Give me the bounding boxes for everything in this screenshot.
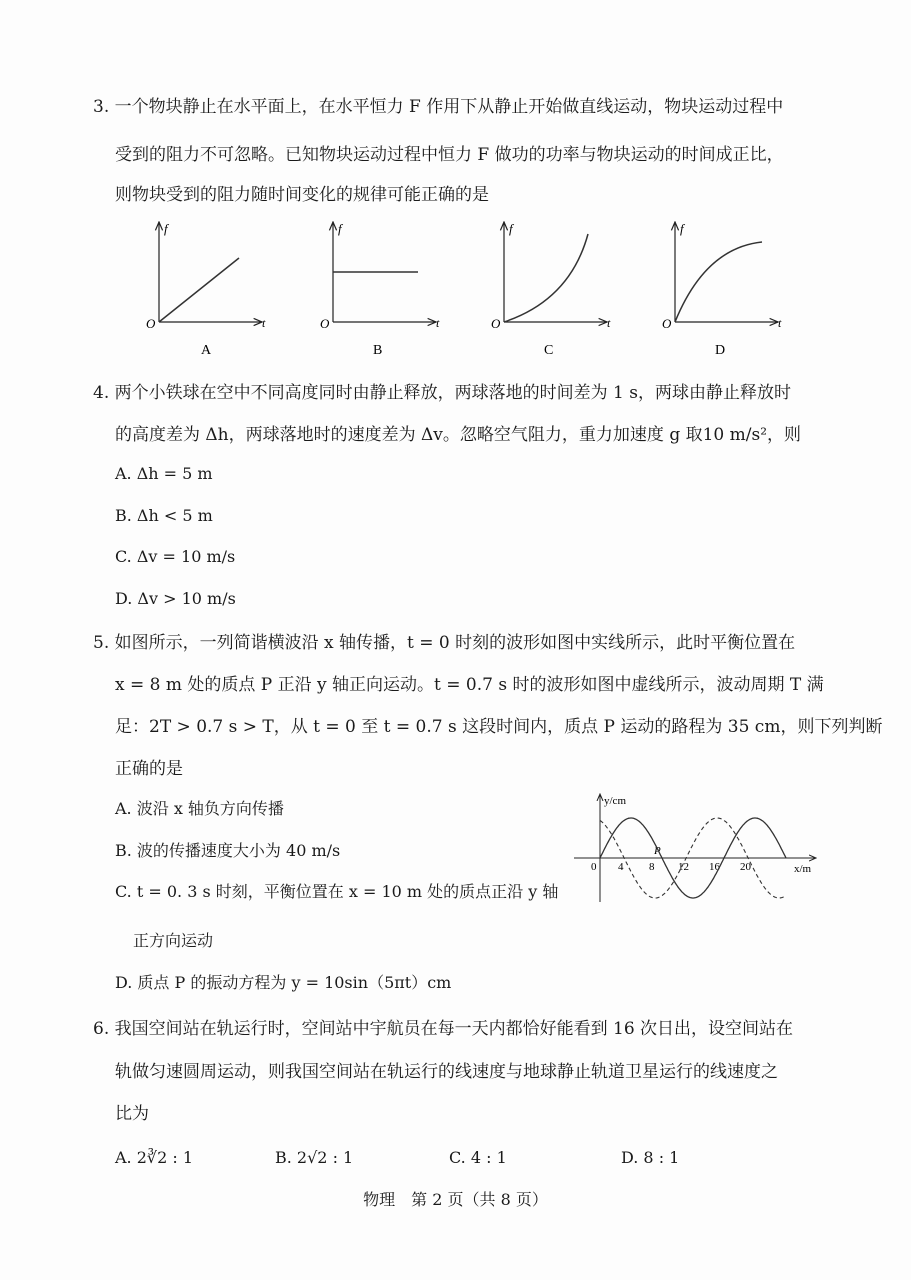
graph-b-label: B bbox=[373, 343, 383, 358]
wave-tick-8: 8 bbox=[649, 861, 655, 873]
q6-line-3: 比为 bbox=[115, 1104, 149, 1124]
graph-d-xlabel: t bbox=[778, 316, 782, 330]
wave-tick-20: 20 bbox=[740, 861, 751, 873]
graph-d bbox=[662, 221, 782, 358]
graph-d-label: D bbox=[715, 343, 726, 358]
graph-a-curve bbox=[159, 258, 239, 322]
graph-a-xlabel: t bbox=[262, 316, 266, 330]
wave-origin: 0 bbox=[591, 861, 597, 873]
q6-option-c: C. 4 : 1 bbox=[449, 1148, 507, 1167]
q5-wave-graph bbox=[570, 790, 820, 910]
q5-line-3: 足：2T > 0.7 s > T，从 t = 0 至 t = 0.7 s 这段时间内，质点 P 运动的路程为 35 cm，则下列判断 bbox=[115, 717, 883, 737]
q5-line-1: 5. 如图所示，一列简谐横波沿 x 轴传播，t = 0 时刻的波形如图中实线所示，此时平衡位置在 bbox=[93, 633, 796, 653]
graph-a-label: A bbox=[201, 343, 212, 358]
graph-c-curve bbox=[504, 234, 588, 322]
graph-c-label: C bbox=[544, 343, 554, 358]
q3-line-1: 3. 一个物块静止在水平面上，在水平恒力 F 作用下从静止开始做直线运动，物块运动过程中 bbox=[93, 97, 784, 117]
q5-option-b: B. 波的传播速度大小为 40 m/s bbox=[115, 841, 341, 860]
q5-option-c-cont: 正方向运动 bbox=[133, 931, 214, 950]
q4-option-c: C. Δv = 10 m/s bbox=[115, 547, 236, 566]
wave-tick-4: 4 bbox=[618, 861, 624, 873]
q3-graphs bbox=[0, 0, 911, 370]
q6-option-d: D. 8 : 1 bbox=[621, 1148, 680, 1167]
graph-d-ylabel: f bbox=[680, 221, 684, 236]
q5-option-c: C. t = 0. 3 s 时刻，平衡位置在 x = 10 m 处的质点正沿 y 轴 bbox=[115, 882, 559, 901]
graph-b-origin: O bbox=[320, 316, 330, 331]
q6-option-b: B. 2√2 : 1 bbox=[275, 1148, 354, 1167]
q4-option-d: D. Δv > 10 m/s bbox=[115, 589, 236, 608]
q3-line-2: 受到的阻力不可忽略。已知物块运动过程中恒力 F 做功的功率与物块运动的时间成正比， bbox=[115, 145, 784, 165]
graph-a-origin: O bbox=[146, 316, 156, 331]
q5-line-4: 正确的是 bbox=[115, 759, 183, 779]
q3-line-3: 则物块受到的阻力随时间变化的规律可能正确的是 bbox=[115, 185, 489, 205]
graph-c-origin: O bbox=[491, 316, 501, 331]
graph-c-xlabel: t bbox=[607, 316, 611, 330]
q6-line-1: 6. 我国空间站在轨运行时，空间站中宇航员在每一天内都恰好能看到 16 次日出，设空间站在 bbox=[93, 1019, 794, 1039]
q5-line-2: x = 8 m 处的质点 P 正沿 y 轴正向运动。t = 0.7 s 时的波形如图中虚线所示，波动周期 T 满 bbox=[115, 675, 824, 695]
graph-b-xlabel: t bbox=[436, 316, 440, 330]
page-footer: 物理 第 2 页（共 8 页） bbox=[363, 1190, 548, 1209]
q4-line-2: 的高度差为 Δh，两球落地时的速度差为 Δv。忽略空气阻力，重力加速度 g 取10 m/s²，则 bbox=[115, 425, 802, 445]
graph-d-curve bbox=[675, 242, 762, 322]
graph-c-ylabel: f bbox=[509, 221, 513, 236]
q4-option-b: B. Δh < 5 m bbox=[115, 506, 213, 525]
wave-x-label: x/m bbox=[794, 863, 812, 875]
graph-c bbox=[491, 221, 611, 358]
graph-b-ylabel: f bbox=[338, 221, 342, 236]
q5-option-a: A. 波沿 x 轴负方向传播 bbox=[115, 799, 284, 818]
q6-option-a: A. 2∛2 : 1 bbox=[115, 1148, 194, 1167]
wave-tick-16: 16 bbox=[709, 861, 720, 873]
wave-tick-12: 12 bbox=[678, 861, 689, 873]
q5-option-d: D. 质点 P 的振动方程为 y = 10sin（5πt）cm bbox=[115, 973, 452, 992]
q4-option-a: A. Δh = 5 m bbox=[115, 464, 213, 483]
wave-point-p: P bbox=[654, 845, 661, 857]
q4-line-1: 4. 两个小铁球在空中不同高度同时由静止释放，两球落地的时间差为 1 s，两球由静止释放时 bbox=[93, 383, 791, 403]
graph-b bbox=[320, 221, 440, 358]
wave-y-label: y/cm bbox=[604, 795, 626, 807]
q6-line-2: 轨做匀速圆周运动，则我国空间站在轨运行的线速度与地球静止轨道卫星运行的线速度之 bbox=[115, 1062, 778, 1082]
graph-d-origin: O bbox=[662, 316, 672, 331]
graph-a bbox=[146, 221, 266, 358]
graph-a-ylabel: f bbox=[164, 221, 168, 236]
